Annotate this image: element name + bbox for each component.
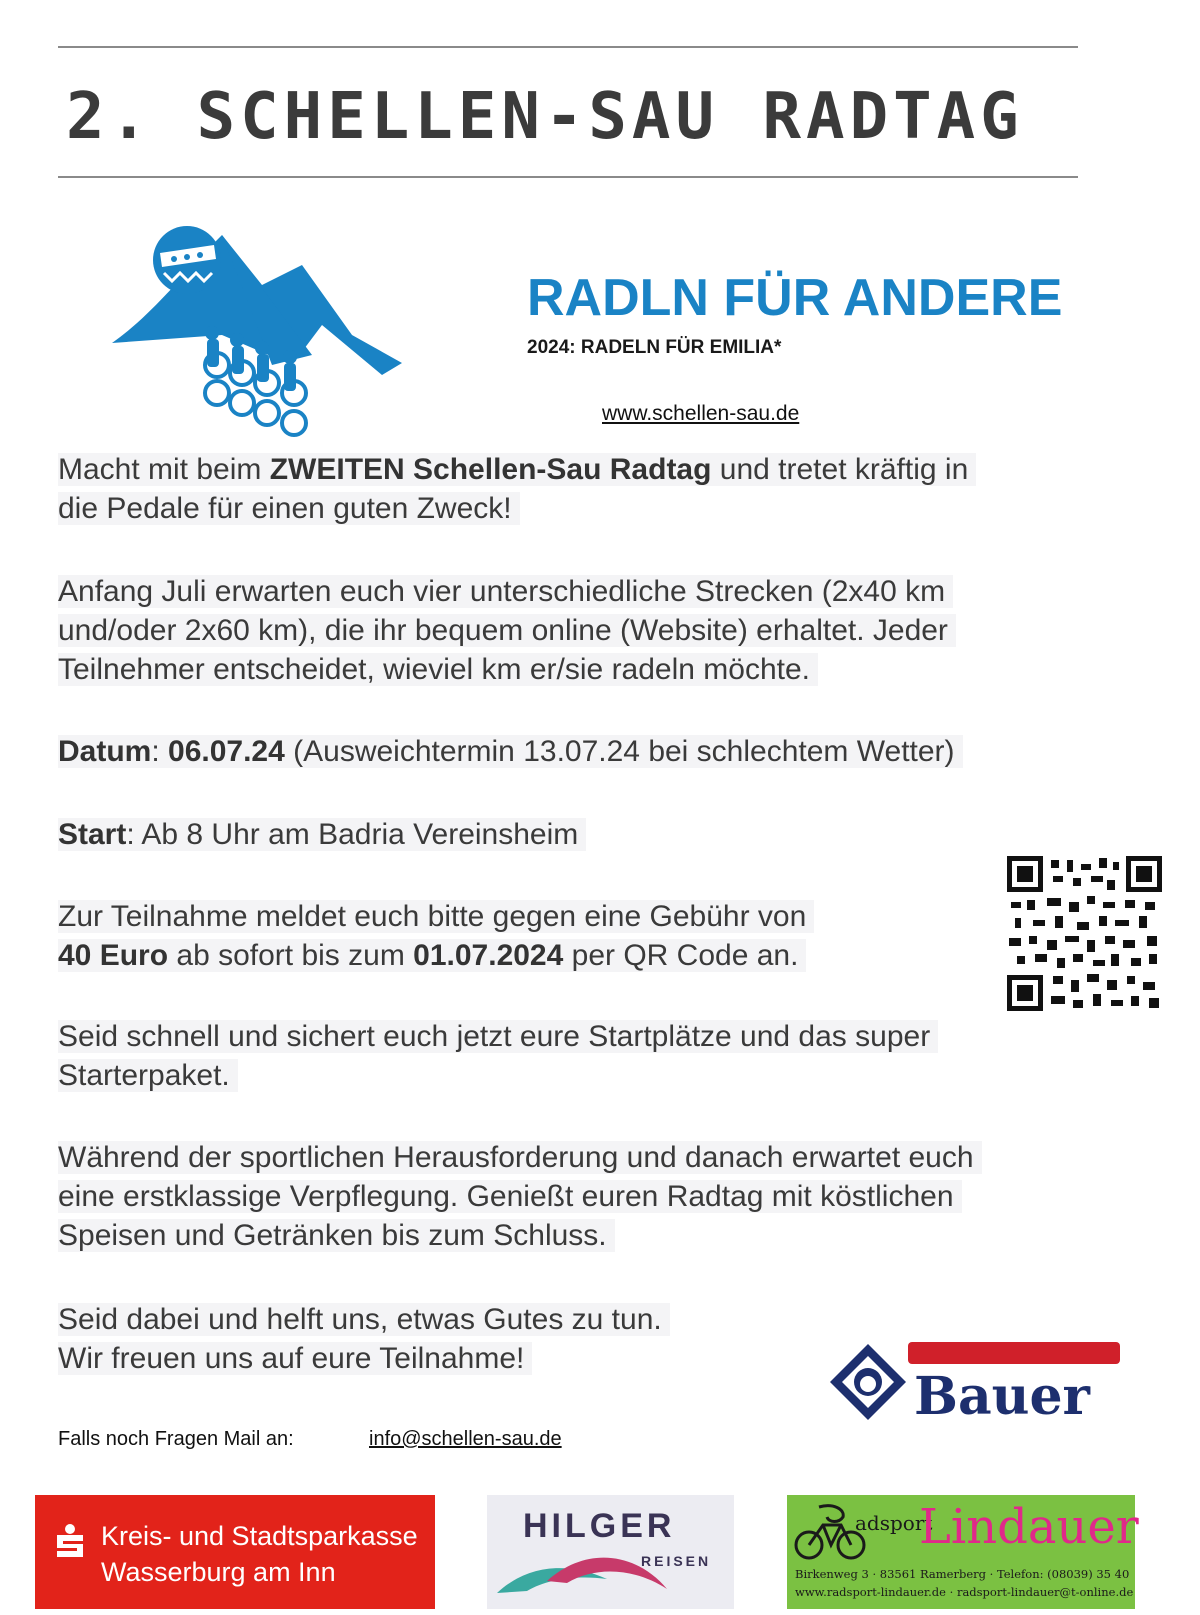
- intro-text-c: und tretet kräftig in: [711, 453, 969, 486]
- slogan-subheading: 2024: RADELN FÜR EMILIA*: [527, 337, 782, 358]
- routes-paragraph: [58, 572, 956, 689]
- hurry-line-2: Starterpaket.: [58, 1059, 238, 1092]
- bauer-wordmark: Bauer: [914, 1366, 1090, 1427]
- catering-line-1: Während der sportlichen Herausforderung und danach erwartet euch: [58, 1141, 982, 1174]
- date-value: 06.07.24: [168, 735, 285, 768]
- contact-question: Falls noch Fragen Mail an:: [58, 1428, 294, 1450]
- qr-code-icon[interactable]: [1007, 856, 1162, 1011]
- hurry-paragraph: [58, 1017, 938, 1095]
- radsport-lindauer-logo: [787, 1495, 1139, 1609]
- fee-end: per QR Code an.: [563, 939, 799, 972]
- date-sep: :: [151, 735, 169, 768]
- sparkasse-s-icon: [53, 1523, 87, 1557]
- fee-paragraph: [58, 897, 814, 975]
- hilger-logo: [487, 1495, 734, 1609]
- website-link[interactable]: www.schellen-sau.de: [602, 402, 800, 425]
- bauer-logo: [828, 1342, 1128, 1432]
- start-paragraph: [58, 815, 586, 854]
- fee-amount: 40 Euro: [58, 939, 169, 972]
- closing-line-1: Seid dabei und helft uns, etwas Gutes zu tun.: [58, 1303, 670, 1336]
- hilger-name: HILGER: [523, 1507, 676, 1545]
- slogan-heading: RADLN FÜR ANDERE: [527, 269, 1063, 327]
- hilger-reisen: REISEN: [641, 1553, 712, 1569]
- top-rule: [58, 46, 1078, 48]
- title-rule: [58, 176, 1078, 178]
- mountain-cyclists-logo: [112, 215, 422, 440]
- start-label: Start: [58, 818, 127, 851]
- catering-line-3: Speisen und Getränken bis zum Schluss.: [58, 1219, 615, 1252]
- routes-line-1: Anfang Juli erwarten euch vier unterschiedliche Strecken (2x40 km: [58, 575, 953, 608]
- hurry-line-1: Seid schnell und sichert euch jetzt eure Startplätze und das super: [58, 1020, 938, 1053]
- lindauer-brand: Lindauer: [919, 1499, 1139, 1555]
- fee-line-1: Zur Teilnahme meldet euch bitte gegen eine Gebühr von: [58, 900, 814, 933]
- start-rest: : Ab 8 Uhr am Badria Vereinsheim: [126, 818, 579, 851]
- sparkasse-line-1: Kreis- und Stadtsparkasse: [101, 1521, 418, 1551]
- intro-paragraph: [58, 450, 976, 528]
- catering-line-2: eine erstklassige Verpflegung. Genießt euren Radtag mit köstlichen: [58, 1180, 962, 1213]
- date-rest: (Ausweichtermin 13.07.24 bei schlechtem Wetter): [284, 735, 955, 768]
- fee-mid: ab sofort bis zum: [168, 939, 414, 972]
- sparkasse-logo: [35, 1495, 435, 1609]
- date-label: Datum: [58, 735, 152, 768]
- intro-text-a: Macht mit beim: [58, 453, 270, 486]
- intro-text-d: die Pedale für einen guten Zweck!: [58, 492, 520, 525]
- routes-line-2: und/oder 2x60 km), die ihr bequem online (Website) erhaltet. Jeder: [58, 614, 956, 647]
- page-title: 2. SCHELLEN-SAU RADTAG: [66, 80, 1024, 154]
- fee-date: 01.07.2024: [413, 939, 564, 972]
- routes-line-3: Teilnehmer entscheidet, wieviel km er/sie radeln möchte.: [58, 653, 818, 686]
- closing-paragraph: [58, 1300, 670, 1378]
- lindauer-web: www.radsport-lindauer.de · radsport-lindauer@t-online.de: [795, 1585, 1134, 1599]
- catering-paragraph: [58, 1138, 982, 1255]
- intro-text-bold: ZWEITEN Schellen-Sau Radtag: [269, 453, 712, 486]
- sparkasse-line-2: Wasserburg am Inn: [101, 1557, 336, 1587]
- date-paragraph: [58, 732, 963, 771]
- lindauer-address: Birkenweg 3 · 83561 Ramerberg · Telefon: (08039) 35 40: [795, 1567, 1130, 1581]
- contact-email-link[interactable]: info@schellen-sau.de: [369, 1428, 562, 1450]
- lindauer-radsport-text: adsport: [855, 1511, 933, 1535]
- closing-line-2: Wir freuen uns auf eure Teilnahme!: [58, 1342, 532, 1375]
